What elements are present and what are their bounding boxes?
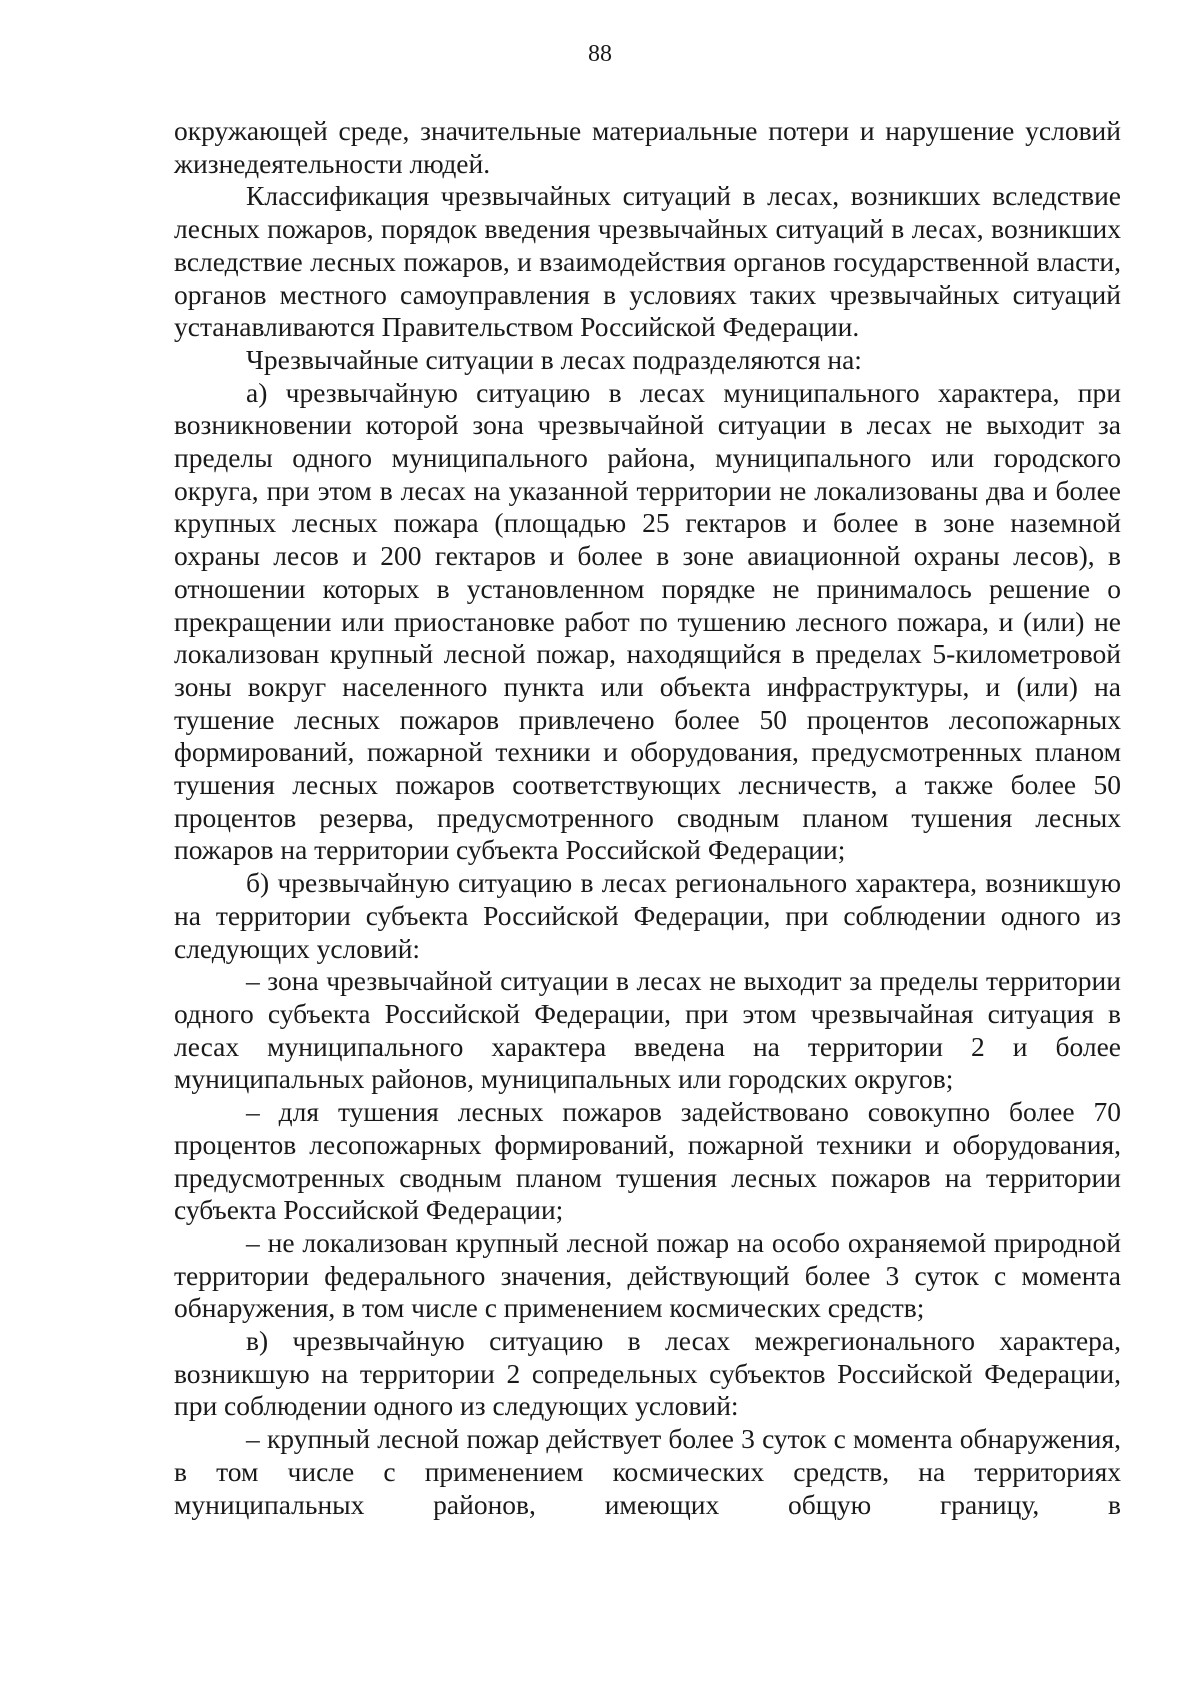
document-body (174, 115, 1121, 1521)
paragraph: б) чрезвычайную ситуацию в лесах регионального характера, возникшую на территории субъекта Российской Федерации, при соблюдении одного из следующих условий: (174, 867, 1121, 964)
paragraph: – зона чрезвычайной ситуации в лесах не выходит за пределы территории одного субъекта Российской Федерации, при этом чрезвычайная ситуация в лесах муниципального характера введена на территории 2 и более муниципальных районов, муниципальных или городских округов; (174, 965, 1121, 1095)
paragraph: Классификация чрезвычайных ситуаций в лесах, возникших вследствие лесных пожаров, порядок введения чрезвычайных ситуаций в лесах, возникших вследствие лесных пожаров, и взаимодействия органов государственной власти, органов местного самоуправления в условиях таких чрезвычайных ситуаций устанавливаются Правительством Российской Федерации. (174, 180, 1121, 343)
paragraph: – не локализован крупный лесной пожар на особо охраняемой природной территории федерального значения, действующий более 3 суток с момента обнаружения, в том числе с применением космических средств; (174, 1226, 1121, 1324)
paragraph: а) чрезвычайную ситуацию в лесах муниципального характера, при возникновении которой зона чрезвычайной ситуации в лесах не выходит за пределы одного муниципального района, муниципального или городского округа, при этом в лесах на указанной территории не локализованы два и более крупных лесных пожара (площадью 25 гектаров и более в зоне наземной охраны лесов и 200 гектаров и более в зоне авиационной охраны лесов), в отношении которых в установленном порядке не принималось решение о прекращении или приостановке работ по тушению лесного пожара, и (или) не локализован крупный лесной пожар, находящийся в пределах 5-километровой зоны вокруг населенного пункта или объекта инфраструктуры, и (или) на тушение лесных пожаров привлечено более 50 процентов лесопожарных формирований, пожарной техники и оборудования, предусмотренных планом тушения лесных пожаров соответствующих лесничеств, а также более 50 процентов резерва, предусмотренного сводным планом тушения лесных пожаров на территории субъекта Российской Федерации; (174, 376, 1121, 866)
paragraph: – крупный лесной пожар действует более 3 суток с момента обнаружения, в том числе с применением космических средств, на территориях муниципальных районов, имеющих общую границу, в (174, 1423, 1121, 1520)
paragraph: – для тушения лесных пожаров задействовано совокупно более 70 процентов лесопожарных формирований, пожарной техники и оборудования, предусмотренных сводным планом тушения лесных пожаров на территории субъекта Российской Федерации; (174, 1096, 1121, 1226)
paragraph: окружающей среде, значительные материальные потери и нарушение условий жизнедеятельности людей. (174, 115, 1121, 179)
page-number: 88 (588, 41, 612, 67)
paragraph: в) чрезвычайную ситуацию в лесах межрегионального характера, возникшую на территории 2 сопредельных субъектов Российской Федерации, при соблюдении одного из следующих условий: (174, 1325, 1121, 1422)
paragraph: Чрезвычайные ситуации в лесах подразделяются на: (246, 343, 862, 375)
